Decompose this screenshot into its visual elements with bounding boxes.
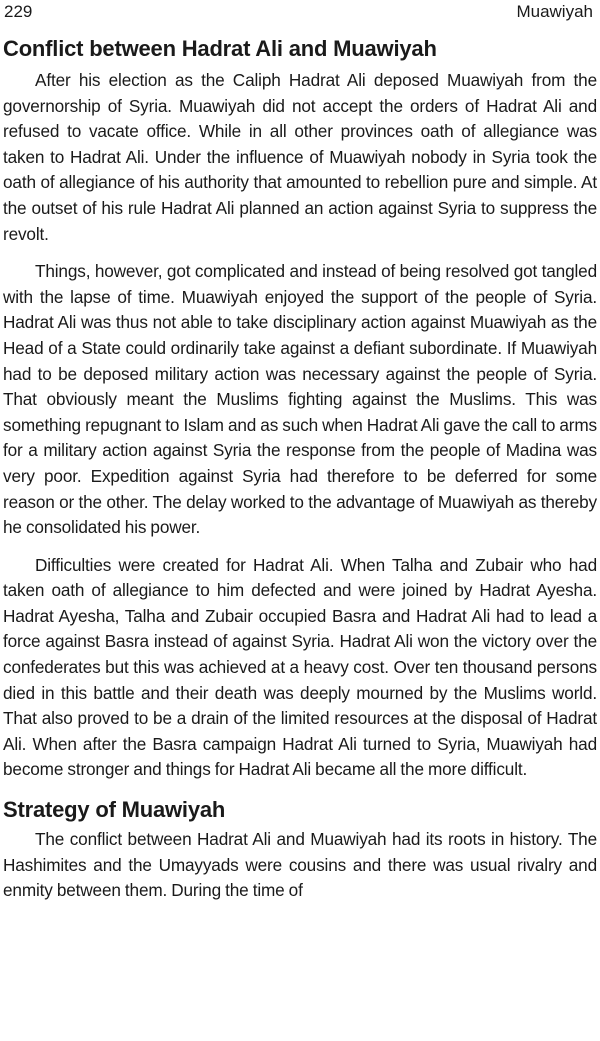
paragraph: Difficulties were created for Hadrat Ali. When Talha and Zubair who had taken oath of allegiance to him defected and were joined by Hadrat Ayesha. Hadrat Ayesha, Talha and Zubair occupied Basra and Hadrat Ali had to lead a force against Basra instead of against Syria. Hadrat Ali won the victory over the confederates but this was achieved at a heavy cost. Over ten thousand persons died in this battle and their death was deeply mourned by the Muslims world. That also proved to be a drain of the limited resources at the disposal of Hadrat Ali. When after the Basra campaign Hadrat Ali turned to Syria, Muawiyah had become stronger and things for Hadrat Ali became all the more difficult. — [3, 554, 597, 780]
paragraph: After his election as the Caliph Hadrat Ali deposed Muawiyah from the governorship of Syria. Muawiyah did not accept the orders of Hadrat Ali and refused to vacate office. While in all other provinces oath of allegiance was taken to Hadrat Ali. Under the influence of Muawiyah nobody in Syria took the oath of allegiance of his authority that amounted to rebellion pure and simple. At the outset of his rule Hadrat Ali planned an action against Syria to suppress the revolt. — [3, 70, 597, 244]
section-heading-strategy: Strategy of Muawiyah — [3, 797, 226, 823]
page-number: 229 — [4, 2, 33, 21]
running-header — [3, 0, 597, 24]
running-title: Muawiyah — [516, 2, 593, 21]
paragraph: The conflict between Hadrat Ali and Muawiyah had its roots in history. The Hashimites and the Umayyads were cousins and there was usual rivalry and enmity between them. During the time of — [3, 829, 597, 901]
section-heading-conflict: Conflict between Hadrat Ali and Muawiyah — [3, 36, 437, 61]
paragraph: Things, however, got complicated and instead of being resolved got tangled with the lapse of time. Muawiyah enjoyed the support of the people of Syria. Hadrat Ali was thus not able to take disciplinary action against Muawiyah as the Head of a State could ordinarily take against a defiant subordinate. If Muawiyah had to be deposed military action was necessary against the people of Syria. That obviously meant the Muslims fighting against the Muslims. This was something repugnant to Islam and as such when Hadrat Ali gave the call to arms for a military action against Syria the response from the people of Madina was very poor. Expedition against Syria had therefore to be deferred for some reason or the other. The delay worked to the advantage of Muawiyah as thereby he consolidated his power. — [3, 261, 597, 538]
